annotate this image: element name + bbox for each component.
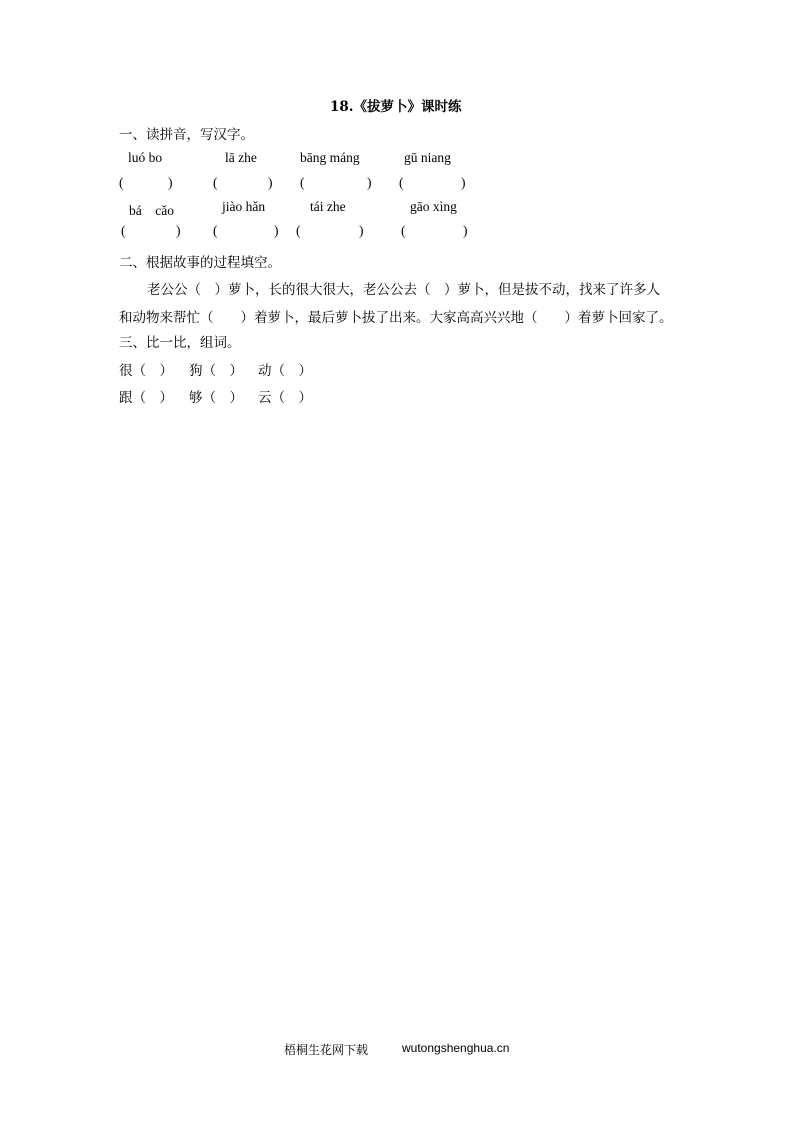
answer-blank: ( <box>401 223 406 238</box>
answer-blank: ) <box>168 175 173 190</box>
pinyin-taizhe: tái zhe <box>310 199 346 214</box>
word-group-gen: 跟（ ） <box>119 390 173 406</box>
answer-blank: ( <box>213 175 218 190</box>
word-group-yun: 云（ ） <box>258 390 312 406</box>
answer-blank: ) <box>268 175 273 190</box>
word-group-gou: 狗（ ） <box>189 363 243 379</box>
word-group-hen: 很（ ） <box>119 363 173 379</box>
footer-url[interactable]: wutongshenghua.cn <box>402 1041 510 1055</box>
pinyin-gaoxing: gāo xìng <box>410 199 457 214</box>
answer-blank: ( <box>300 175 305 190</box>
answer-blank: ) <box>461 175 466 190</box>
section3-heading: 三、比一比，组词。 <box>119 335 241 351</box>
fill-in-line-1: 老公公（ ）萝卜，长的很大很大，老公公去（ ）萝卜，但是拔不动，找来了许多人 <box>147 282 660 298</box>
footer-site-name: 梧桐生花网下载 <box>284 1043 369 1057</box>
answer-blank: ( <box>121 223 126 238</box>
pinyin-bacao: bá cǎo <box>129 203 174 218</box>
word-group-gou2: 够（ ） <box>189 390 243 406</box>
section1-heading: 一、读拼音，写汉字。 <box>119 127 254 143</box>
pinyin-guniang: gū niang <box>404 150 451 165</box>
pinyin-luobo: luó bo <box>128 150 163 165</box>
answer-blank: ( <box>213 223 218 238</box>
answer-blank: ( <box>119 175 124 190</box>
answer-blank: ) <box>359 223 364 238</box>
answer-blank: ( <box>399 175 404 190</box>
answer-blank: ) <box>274 223 279 238</box>
pinyin-jiaohan: jiào hǎn <box>222 199 266 214</box>
answer-blank: ) <box>463 223 468 238</box>
page-title: 18.《拔萝卜》课时练 <box>330 99 462 115</box>
answer-blank: ) <box>176 223 181 238</box>
fill-in-line-2: 和动物来帮忙（ ）着萝卜，最后萝卜拔了出来。大家高高兴兴地（ ）着萝卜回家了。 <box>119 310 673 326</box>
answer-blank: ( <box>296 223 301 238</box>
pinyin-lazhe: lā zhe <box>225 150 257 165</box>
answer-blank: ) <box>367 175 372 190</box>
section2-heading: 二、根据故事的过程填空。 <box>119 255 281 271</box>
pinyin-bangmang: bāng máng <box>300 150 360 165</box>
word-group-dong: 动（ ） <box>258 363 312 379</box>
